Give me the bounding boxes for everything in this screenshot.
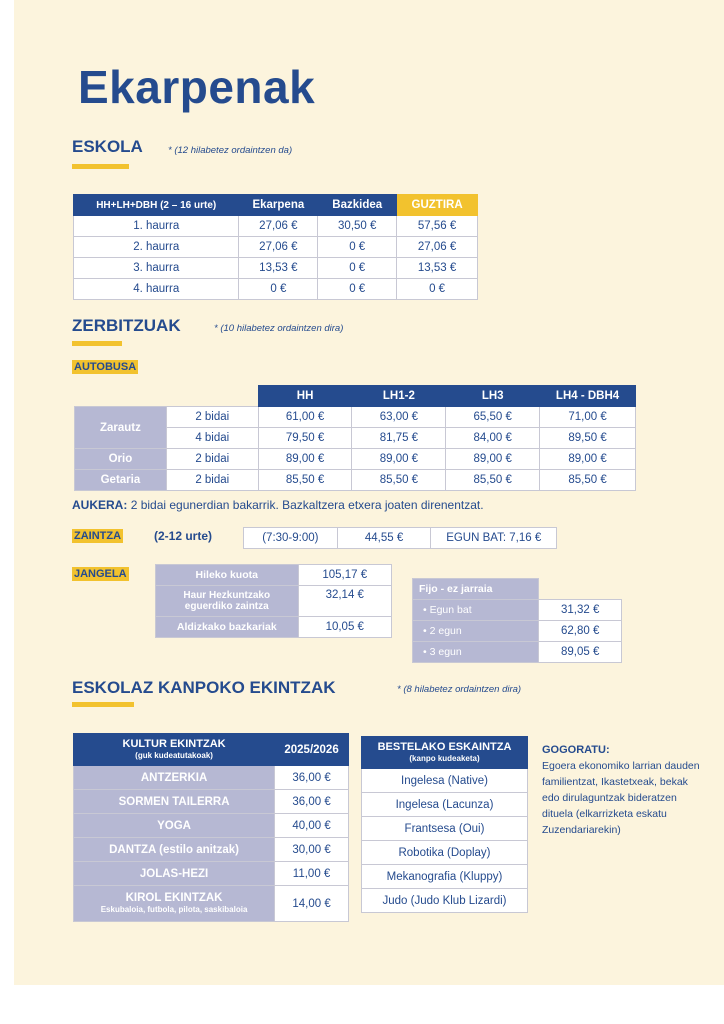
- empty-cell: [539, 579, 622, 600]
- gogoratu-text: Egoera ekonomiko larrian dauden familientzat, Ikastetxeak, bekak edo dirulaguntzak bideratzen dituela (elkarrizketa eskatu Zuzendariarekin): [542, 760, 700, 836]
- table-cell: 85,50 €: [352, 470, 446, 491]
- bestelako-header-label: BESTELAKO ESKAINTZA: [377, 740, 512, 753]
- table-cell: 85,50 €: [540, 470, 636, 491]
- table-cell: 4. haurra: [74, 279, 239, 300]
- table-cell: Frantsesa (Oui): [362, 817, 528, 841]
- table-cell: Ingelesa (Lacunza): [362, 793, 528, 817]
- table-cell: • Egun bat: [413, 600, 539, 621]
- table-cell: 89,00 €: [258, 449, 352, 470]
- table-cell: Robotika (Doplay): [362, 841, 528, 865]
- table-row: [413, 579, 622, 600]
- zerbitzuak-note: * (10 hilabetez ordaintzen dira): [214, 323, 344, 334]
- table-row: [362, 817, 528, 841]
- eskola-table: [73, 194, 478, 300]
- table-cell: 89,00 €: [446, 449, 540, 470]
- table-cell: 63,00 €: [352, 407, 446, 428]
- table-row: [74, 862, 349, 886]
- table-cell: Aldizkako bazkariak: [156, 617, 299, 638]
- eskola-header-2: Bazkidea: [318, 195, 397, 216]
- table-cell: 2 bidai: [166, 449, 258, 470]
- table-cell: 27,06 €: [239, 216, 318, 237]
- kanpoko-heading: ESKOLAZ KANPOKO EKINTZAK: [72, 678, 336, 697]
- table-row: [362, 769, 528, 793]
- fijo-table: [412, 578, 622, 663]
- zaintza-age: (2-12 urte): [154, 529, 213, 543]
- table-cell: 89,50 €: [540, 428, 636, 449]
- gogoratu-title: GOGORATU:: [542, 744, 610, 756]
- kanpoko-underline: [72, 702, 134, 707]
- table-cell: JOLAS-HEZI: [74, 862, 275, 886]
- table-cell: 89,05 €: [539, 642, 622, 663]
- autobusa-header-0: HH: [258, 386, 352, 407]
- table-row: [156, 565, 392, 586]
- aukera-text: 2 bidai egunerdian bakarrik. Bazkaltzera etxera joaten direnentzat.: [130, 498, 484, 512]
- table-row: [74, 814, 349, 838]
- table-cell: Haur Hezkuntzako eguerdiko zaintza: [156, 586, 299, 617]
- table-row: [244, 528, 557, 549]
- table-cell: 13,53 €: [239, 258, 318, 279]
- table-cell: 10,05 €: [298, 617, 391, 638]
- eskola-note: * (12 hilabetez ordaintzen da): [168, 145, 293, 156]
- table-cell: 62,80 €: [539, 621, 622, 642]
- table-cell: 0 €: [239, 279, 318, 300]
- table-cell: 85,50 €: [446, 470, 540, 491]
- table-cell: 0 €: [397, 279, 478, 300]
- autobusa-header-1: LH1-2: [352, 386, 446, 407]
- autobusa-table: [74, 385, 636, 491]
- table-cell: 2. haurra: [74, 237, 239, 258]
- table-cell: 2 bidai: [166, 407, 258, 428]
- table-cell: • 2 egun: [413, 621, 539, 642]
- table-cell: • 3 egun: [413, 642, 539, 663]
- table-cell: 36,00 €: [275, 766, 349, 790]
- aukera-label: AUKERA:: [72, 498, 128, 512]
- kultur-header-sub: (guk kudeatutakoak): [135, 750, 213, 760]
- autobusa-header-3: LH4 - DBH4: [540, 386, 636, 407]
- table-row: [362, 793, 528, 817]
- table-cell: 11,00 €: [275, 862, 349, 886]
- kanpoko-note: * (8 hilabetez ordaintzen dira): [397, 684, 522, 695]
- table-cell: 27,06 €: [397, 237, 478, 258]
- kirol-label: KIROL EKINTZAK: [125, 891, 223, 904]
- zerbitzuak-heading: ZERBITZUAK: [72, 316, 181, 335]
- autobusa-header-2: LH3: [446, 386, 540, 407]
- fijo-header: Fijo - ez jarraia: [413, 579, 539, 600]
- zaintza-table: [243, 527, 557, 549]
- table-cell: SORMEN TAILERRA: [74, 790, 275, 814]
- table-cell: 89,00 €: [352, 449, 446, 470]
- eskola-header-0: HH+LH+DBH (2 – 16 urte): [74, 195, 239, 216]
- kultur-header-label: KULTUR EKINTZAK: [122, 737, 226, 750]
- eskola-heading: ESKOLA: [72, 137, 143, 156]
- table-cell: 81,75 €: [352, 428, 446, 449]
- table-cell: 30,00 €: [275, 838, 349, 862]
- table-cell: Mekanografia (Kluppy): [362, 865, 528, 889]
- gogoratu-box: [542, 744, 702, 838]
- table-row: [74, 790, 349, 814]
- table-row: [74, 279, 478, 300]
- table-row: [75, 407, 636, 428]
- table-cell: Judo (Judo Klub Lizardi): [362, 889, 528, 913]
- town-orio: Orio: [75, 449, 167, 470]
- town-zarautz: Zarautz: [75, 407, 167, 449]
- table-cell: 44,55 €: [337, 528, 431, 549]
- table-cell: 79,50 €: [258, 428, 352, 449]
- table-cell: 105,17 €: [298, 565, 391, 586]
- bestelako-header: [362, 737, 528, 769]
- kultur-table: [73, 733, 349, 922]
- table-cell: 40,00 €: [275, 814, 349, 838]
- table-cell: 27,06 €: [239, 237, 318, 258]
- year-header: 2025/2026: [275, 734, 349, 766]
- table-row: [156, 617, 392, 638]
- eskola-underline: [72, 164, 129, 169]
- table-cell: 3. haurra: [74, 258, 239, 279]
- table-cell: ANTZERKIA: [74, 766, 275, 790]
- jangela-tag: JANGELA: [74, 568, 127, 580]
- table-cell: 30,50 €: [318, 216, 397, 237]
- table-cell: Hileko kuota: [156, 565, 299, 586]
- table-row: [362, 865, 528, 889]
- bestelako-header-sub: (kanpo kudeaketa): [409, 753, 480, 763]
- table-cell: 65,50 €: [446, 407, 540, 428]
- autobusa-tag: AUTOBUSA: [74, 361, 137, 373]
- table-row: [74, 237, 478, 258]
- table-cell: 84,00 €: [446, 428, 540, 449]
- empty-cell: [166, 386, 258, 407]
- table-cell: 0 €: [318, 258, 397, 279]
- table-row: [74, 886, 349, 922]
- jangela-table: [155, 564, 392, 638]
- aukera-line: [72, 498, 484, 512]
- table-cell: 31,32 €: [539, 600, 622, 621]
- table-cell: YOGA: [74, 814, 275, 838]
- kirol-sub: Eskubaloia, futbola, pilota, saskibaloia: [100, 904, 248, 914]
- table-cell: 0 €: [318, 237, 397, 258]
- table-row: [413, 621, 622, 642]
- table-row: [75, 449, 636, 470]
- kultur-header: [74, 734, 275, 766]
- table-row: [75, 470, 636, 491]
- table-row: [362, 889, 528, 913]
- table-cell: EGUN BAT: 7,16 €: [431, 528, 557, 549]
- table-cell: 13,53 €: [397, 258, 478, 279]
- zaintza-tag: ZAINTZA: [74, 530, 122, 542]
- table-cell: 89,00 €: [540, 449, 636, 470]
- table-cell: (7:30-9:00): [244, 528, 338, 549]
- eskola-header-3: GUZTIRA: [397, 195, 478, 216]
- table-cell: 36,00 €: [275, 790, 349, 814]
- table-row: [362, 841, 528, 865]
- table-cell: 61,00 €: [258, 407, 352, 428]
- table-cell: 2 bidai: [166, 470, 258, 491]
- town-getaria: Getaria: [75, 470, 167, 491]
- table-cell: 4 bidai: [166, 428, 258, 449]
- page-title: Ekarpenak: [78, 61, 316, 113]
- table-row: [74, 838, 349, 862]
- table-row: [74, 766, 349, 790]
- eskola-header-1: Ekarpena: [239, 195, 318, 216]
- table-cell: 0 €: [318, 279, 397, 300]
- table-row: [74, 216, 478, 237]
- table-row: [74, 258, 478, 279]
- table-row: [413, 642, 622, 663]
- table-cell: DANTZA (estilo anitzak): [74, 838, 275, 862]
- table-cell: 1. haurra: [74, 216, 239, 237]
- table-cell: Ingelesa (Native): [362, 769, 528, 793]
- table-row: [413, 600, 622, 621]
- zerbitzuak-underline: [72, 341, 122, 346]
- empty-cell: [75, 386, 167, 407]
- table-cell: 14,00 €: [275, 886, 349, 922]
- table-cell: 85,50 €: [258, 470, 352, 491]
- bestelako-table: [361, 736, 528, 913]
- kirol-cell: [74, 886, 275, 922]
- table-row: [156, 586, 392, 617]
- table-cell: 57,56 €: [397, 216, 478, 237]
- table-cell: 71,00 €: [540, 407, 636, 428]
- table-cell: 32,14 €: [298, 586, 391, 617]
